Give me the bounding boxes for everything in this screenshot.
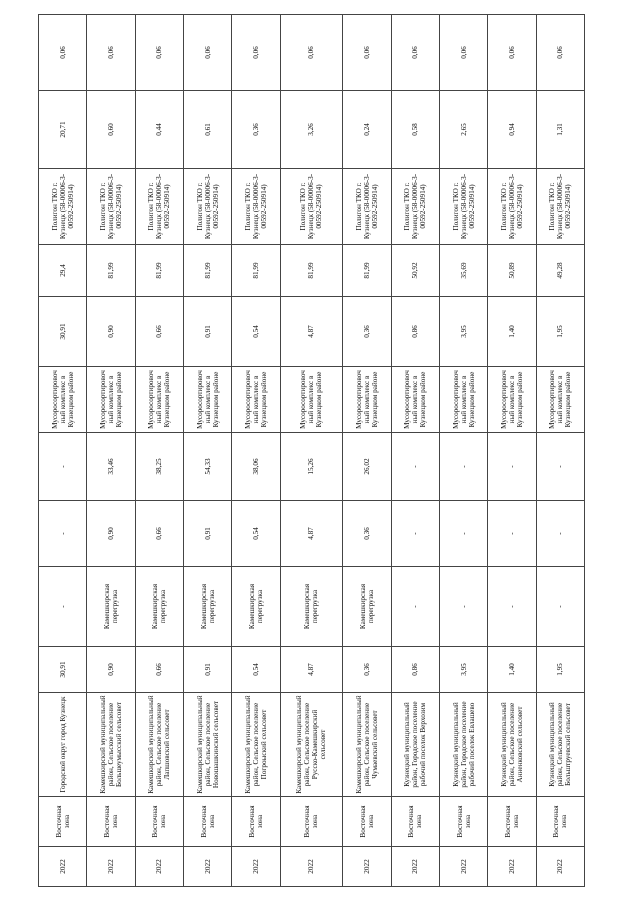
transfer-distance-cell: - xyxy=(536,433,584,501)
complex-distance-cell: 81,99 xyxy=(87,245,135,297)
year-cell: 2022 xyxy=(488,847,536,887)
waste-volume-cell: 3,95 xyxy=(439,647,487,693)
territory-cell: Кузнецкий муниципальный район, Сельское поселение Больштруевский сельсовет xyxy=(536,693,584,797)
transfer-volume-cell: 0,54 xyxy=(232,501,280,567)
year-cell: 2022 xyxy=(39,847,87,887)
waste-volume-cell: 1,95 xyxy=(536,647,584,693)
year-cell: 2022 xyxy=(343,847,391,887)
landfill-cell: Полигон ТКО г. Кузнецк (58-00006-3-00592-250914) xyxy=(280,169,343,245)
transfer-distance-cell: - xyxy=(439,433,487,501)
table-row xyxy=(87,15,135,887)
complex-volume-cell: 1,95 xyxy=(536,297,584,367)
territory-cell: Камешкирский муниципальный район, Сельское поселение Русско-Камешкирский сельсовет xyxy=(280,693,343,797)
complex-distance-cell: 81,99 xyxy=(183,245,231,297)
sorting-complex-cell: Мусоросортировочный комплекс в Кузнецком районе xyxy=(183,367,231,433)
complex-distance-cell: 50,89 xyxy=(488,245,536,297)
waste-volume-cell: 1,40 xyxy=(488,647,536,693)
waste-volume-cell: 0,54 xyxy=(232,647,280,693)
transfer-station-cell: - xyxy=(488,567,536,647)
complex-volume-cell: 30,91 xyxy=(39,297,87,367)
waste-volume-cell: 0,91 xyxy=(183,647,231,693)
complex-volume-cell: 0,86 xyxy=(391,297,439,367)
sorting-complex-cell: Мусоросортировочный комплекс в Кузнецком районе xyxy=(87,367,135,433)
rate-cell: 0,06 xyxy=(280,15,343,91)
table-row xyxy=(280,15,343,887)
transfer-distance-cell: 33,46 xyxy=(87,433,135,501)
zone-cell: Восточная зона xyxy=(232,797,280,847)
year-cell: 2022 xyxy=(536,847,584,887)
table-body xyxy=(39,15,585,887)
complex-distance-cell: 29,4 xyxy=(39,245,87,297)
table-row xyxy=(135,15,183,887)
rate-cell: 0,06 xyxy=(439,15,487,91)
rate-cell: 0,06 xyxy=(232,15,280,91)
sorting-complex-cell: Мусоросортировочный комплекс в Кузнецком районе xyxy=(343,367,391,433)
sorting-complex-cell: Мусоросортировочный комплекс в Кузнецком районе xyxy=(232,367,280,433)
complex-volume-cell: 0,66 xyxy=(135,297,183,367)
landfill-cell: Полигон ТКО г. Кузнецк (58-00006-3-00592-250914) xyxy=(232,169,280,245)
territory-cell: Камешкирский муниципальный район, Сельское поселение Чумаевский сельсовет xyxy=(343,693,391,797)
territory-cell: Камешкирский муниципальный район, Сельское поселение Погроыский сельсовет xyxy=(232,693,280,797)
sorting-complex-cell: Мусоросортировочный комплекс в Кузнецком районе xyxy=(391,367,439,433)
territory-cell: Камешкирский муниципальный район, Сельское поселение Большеумысский сельсовет xyxy=(87,693,135,797)
waste-volume-cell: 0,36 xyxy=(343,647,391,693)
transfer-station-cell: - xyxy=(391,567,439,647)
table-row xyxy=(183,15,231,887)
landfill-cell: Полигон ТКО г. Кузнецк (58-00006-3-00592-250914) xyxy=(391,169,439,245)
year-cell: 2022 xyxy=(232,847,280,887)
transfer-station-cell: Камешкирская перегрузка xyxy=(232,567,280,647)
sorting-complex-cell: Мусоросортировочный комплекс в Кузнецком районе xyxy=(439,367,487,433)
landfill-cell: Полигон ТКО г. Кузнецк (58-00006-3-00592-250914) xyxy=(135,169,183,245)
complex-distance-cell: 81,99 xyxy=(343,245,391,297)
waste-flow-table xyxy=(38,14,585,887)
landfill-volume-cell: 0,36 xyxy=(232,91,280,169)
landfill-cell: Полигон ТКО г. Кузнецк (58-00006-3-00592-250914) xyxy=(87,169,135,245)
transfer-station-cell: - xyxy=(39,567,87,647)
complex-distance-cell: 81,99 xyxy=(280,245,343,297)
transfer-distance-cell: 15,26 xyxy=(280,433,343,501)
landfill-volume-cell: 2,65 xyxy=(439,91,487,169)
complex-distance-cell: 49,28 xyxy=(536,245,584,297)
complex-volume-cell: 4,87 xyxy=(280,297,343,367)
territory-cell: Кузнецкий муниципальный район, Сельское поселение Анненковский сельсовет xyxy=(488,693,536,797)
territory-cell: Камешкирский муниципальный район, Сельское поселение Новошашкинский сельсовет xyxy=(183,693,231,797)
year-cell: 2022 xyxy=(183,847,231,887)
complex-volume-cell: 1,40 xyxy=(488,297,536,367)
transfer-volume-cell: - xyxy=(488,501,536,567)
complex-volume-cell: 3,95 xyxy=(439,297,487,367)
rate-cell: 0,06 xyxy=(183,15,231,91)
landfill-volume-cell: 20,71 xyxy=(39,91,87,169)
waste-volume-cell: 4,87 xyxy=(280,647,343,693)
zone-cell: Восточная зона xyxy=(87,797,135,847)
complex-volume-cell: 0,90 xyxy=(87,297,135,367)
transfer-volume-cell: 0,91 xyxy=(183,501,231,567)
rate-cell: 0,06 xyxy=(87,15,135,91)
transfer-volume-cell: - xyxy=(439,501,487,567)
landfill-cell: Полигон ТКО г. Кузнецк (58-00006-3-00592-250914) xyxy=(536,169,584,245)
sorting-complex-cell: Мусоросортировочный комплекс в Кузнецком районе xyxy=(135,367,183,433)
transfer-distance-cell: - xyxy=(488,433,536,501)
sorting-complex-cell: Мусоросортировочный комплекс в Кузнецком районе xyxy=(488,367,536,433)
year-cell: 2022 xyxy=(135,847,183,887)
zone-cell: Восточная зона xyxy=(39,797,87,847)
landfill-volume-cell: 0,24 xyxy=(343,91,391,169)
transfer-station-cell: Камешкирская перегрузка xyxy=(343,567,391,647)
sorting-complex-cell: Мусоросортировочный комплекс в Кузнецком районе xyxy=(536,367,584,433)
territory-cell: Кузнецкий муниципальный район, Городское поселение рабочий поселок Верхозим xyxy=(391,693,439,797)
rate-cell: 0,06 xyxy=(343,15,391,91)
complex-distance-cell: 81,99 xyxy=(135,245,183,297)
transfer-volume-cell: - xyxy=(536,501,584,567)
rate-cell: 0,06 xyxy=(488,15,536,91)
table-row xyxy=(232,15,280,887)
rate-cell: 0,06 xyxy=(135,15,183,91)
transfer-station-cell: - xyxy=(439,567,487,647)
rate-cell: 0,06 xyxy=(536,15,584,91)
transfer-volume-cell: - xyxy=(39,501,87,567)
transfer-volume-cell: 4,87 xyxy=(280,501,343,567)
sorting-complex-cell: Мусоросортировочный комплекс в Кузнецком районе xyxy=(39,367,87,433)
transfer-station-cell: Камешкирская перегрузка xyxy=(87,567,135,647)
zone-cell: Восточная зона xyxy=(439,797,487,847)
zone-cell: Восточная зона xyxy=(536,797,584,847)
territory-cell: Камешкирский муниципальный район, Сельское поселение Лапшовский сельсовет xyxy=(135,693,183,797)
year-cell: 2022 xyxy=(439,847,487,887)
transfer-volume-cell: 0,36 xyxy=(343,501,391,567)
landfill-volume-cell: 0,44 xyxy=(135,91,183,169)
year-cell: 2022 xyxy=(280,847,343,887)
landfill-cell: Полигон ТКО г. Кузнецк (58-00006-3-00592-250914) xyxy=(343,169,391,245)
table-row xyxy=(39,15,87,887)
transfer-volume-cell: 0,90 xyxy=(87,501,135,567)
complex-volume-cell: 0,54 xyxy=(232,297,280,367)
landfill-volume-cell: 0,58 xyxy=(391,91,439,169)
transfer-station-cell: - xyxy=(536,567,584,647)
transfer-distance-cell: 38,06 xyxy=(232,433,280,501)
complex-distance-cell: 81,99 xyxy=(232,245,280,297)
zone-cell: Восточная зона xyxy=(391,797,439,847)
year-cell: 2022 xyxy=(87,847,135,887)
transfer-station-cell: Камешкирская перегрузка xyxy=(183,567,231,647)
complex-distance-cell: 35,69 xyxy=(439,245,487,297)
table-row xyxy=(488,15,536,887)
sorting-complex-cell: Мусоросортировочный комплекс в Кузнецком районе xyxy=(280,367,343,433)
table-row xyxy=(391,15,439,887)
complex-distance-cell: 50,92 xyxy=(391,245,439,297)
rate-cell: 0,06 xyxy=(39,15,87,91)
table-row xyxy=(439,15,487,887)
waste-volume-cell: 0,66 xyxy=(135,647,183,693)
zone-cell: Восточная зона xyxy=(343,797,391,847)
landfill-cell: Полигон ТКО г. Кузнецк (58-00006-3-00592-250914) xyxy=(439,169,487,245)
landfill-volume-cell: 0,94 xyxy=(488,91,536,169)
year-cell: 2022 xyxy=(391,847,439,887)
waste-volume-cell: 0,86 xyxy=(391,647,439,693)
transfer-distance-cell: - xyxy=(391,433,439,501)
rotated-table-wrapper xyxy=(38,15,585,887)
transfer-station-cell: Камешкирская перегрузка xyxy=(280,567,343,647)
waste-volume-cell: 0,90 xyxy=(87,647,135,693)
transfer-distance-cell: 54,33 xyxy=(183,433,231,501)
landfill-volume-cell: 0,61 xyxy=(183,91,231,169)
landfill-cell: Полигон ТКО г. Кузнецк (58-00006-3-00592-250914) xyxy=(183,169,231,245)
transfer-volume-cell: - xyxy=(391,501,439,567)
complex-volume-cell: 0,36 xyxy=(343,297,391,367)
complex-volume-cell: 0,91 xyxy=(183,297,231,367)
territory-cell: Кузнецкий муниципальный район, Городское поселение рабочий поселок Евлашево xyxy=(439,693,487,797)
table-row xyxy=(536,15,584,887)
transfer-distance-cell: - xyxy=(39,433,87,501)
transfer-distance-cell: 26,02 xyxy=(343,433,391,501)
rate-cell: 0,06 xyxy=(391,15,439,91)
territory-cell: Городской округ город Кузнецк xyxy=(39,693,87,797)
zone-cell: Восточная зона xyxy=(135,797,183,847)
landfill-volume-cell: 3,26 xyxy=(280,91,343,169)
zone-cell: Восточная зона xyxy=(183,797,231,847)
table-row xyxy=(343,15,391,887)
transfer-volume-cell: 0,66 xyxy=(135,501,183,567)
landfill-cell: Полигон ТКО г. Кузнецк (58-00006-3-00592-250914) xyxy=(39,169,87,245)
landfill-volume-cell: 1,31 xyxy=(536,91,584,169)
transfer-station-cell: Камешкирская перегрузка xyxy=(135,567,183,647)
transfer-distance-cell: 38,25 xyxy=(135,433,183,501)
zone-cell: Восточная зона xyxy=(488,797,536,847)
waste-volume-cell: 30,91 xyxy=(39,647,87,693)
zone-cell: Восточная зона xyxy=(280,797,343,847)
landfill-cell: Полигон ТКО г. Кузнецк (58-00006-3-00592-250914) xyxy=(488,169,536,245)
landfill-volume-cell: 0,60 xyxy=(87,91,135,169)
